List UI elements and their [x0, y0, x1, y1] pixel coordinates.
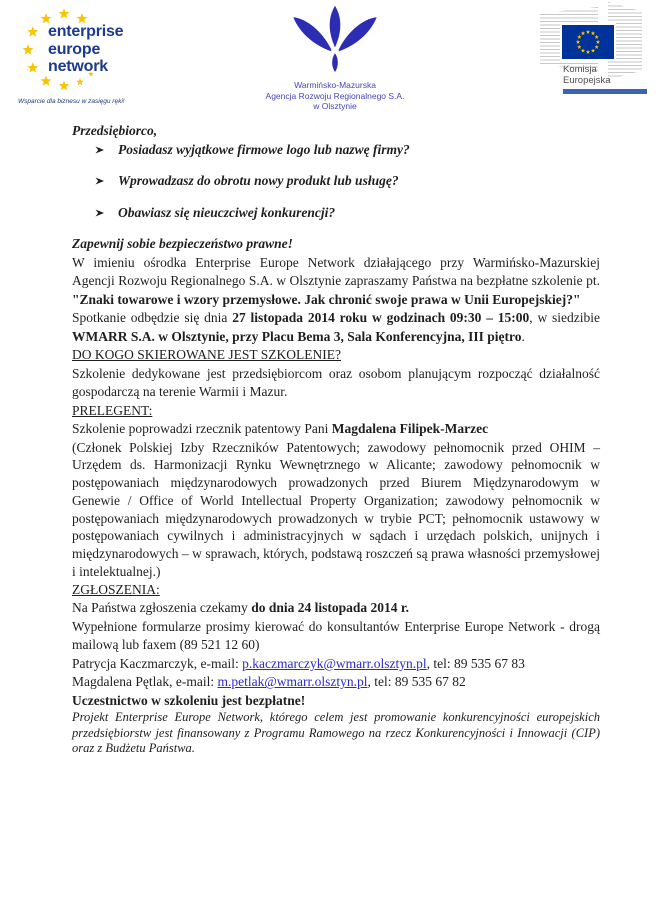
- wmarr-line-2: Agencja Rozwoju Regionalnego S.A.: [265, 90, 405, 101]
- meeting-venue: WMARR S.A. w Olsztynie, przy Placu Bema 3, Sala Konferencyjna, III piętro: [72, 328, 522, 344]
- bullet-text: Obawiasz się nieuczciwej konkurencji?: [118, 204, 336, 220]
- deadline-date: do dnia 24 listopada 2014 r.: [251, 600, 409, 616]
- ec-blue-bar: [563, 89, 647, 94]
- free-participation-notice: Uczestnictwo w szkoleniu jest bezpłatne!: [72, 692, 306, 708]
- contact-name: Patrycja Kaczmarczyk, e-mail:: [72, 655, 243, 671]
- bullet-item-2: [72, 172, 600, 191]
- wmarr-flower-icon: [275, 2, 395, 74]
- contact-tel: , tel: 89 535 67 83: [426, 655, 525, 671]
- contact-email-link[interactable]: p.kaczmarczyk@wmarr.olsztyn.pl: [242, 655, 427, 671]
- bullet-arrow-icon: [95, 176, 105, 186]
- meeting-date-time: 27 listopada 2014 roku w godzinach 09:30 – 15:00: [232, 310, 530, 325]
- bullet-arrow-icon: [95, 208, 105, 218]
- ec-label-line-1: Komisja: [563, 64, 597, 75]
- salutation: Przedsiębiorco,: [72, 123, 158, 138]
- wmarr-wordmark: [250, 80, 420, 112]
- wmarr-logo: [250, 2, 420, 112]
- een-word-network: network: [48, 58, 108, 75]
- assurance-line: Zapewnij sobie bezpieczeństwo prawne!: [72, 236, 293, 251]
- european-commission-logo: [540, 2, 664, 102]
- intro-paragraph: [72, 254, 600, 310]
- deadline-lead: Na Państwa zgłoszenia czekamy: [72, 600, 252, 616]
- training-title: "Znaki towarowe i wzory przemysłowe. Jak chronić swoje prawa w Unii Europejskiej?": [72, 291, 581, 307]
- bullet-arrow-icon: [95, 145, 105, 155]
- contact-line-2: [72, 674, 466, 689]
- document-header: [0, 0, 670, 118]
- speaker-bio-paragraph: (Członek Polskiej Izby Rzeczników Patentowych; zawodowy pełnomocnik przed OHIM – Urzędem ds. Harmonizacji Rynku Wewnętrznego w Alicante; zawodowy pełnomocnik w postępowaniach międzynarodowych prowadzonych przed Biurem Międzynarodowym w Genewie / Office of World Intellectual Property Organization; zawodowy pełnomocnik w postępowaniach międzynarodowych prowadzonych w trybie PCT; pełnomocnik ustawowy w postępowaniach cywilnych i administracyjnych w sądach i urzędach polskich, unijnych i międzynarodowych – w sprawach, których, podstawą roszczeń są prawa własności przemysłowej i intelektualnej.): [72, 439, 600, 580]
- contact-email-link[interactable]: m.petlak@wmarr.olsztyn.pl: [217, 674, 368, 690]
- meeting-paragraph: [72, 309, 600, 346]
- section-heading-audience: DO KOGO SKIEROWANE JEST SZKOLENIE?: [72, 347, 341, 362]
- een-word-enterprise: enterprise: [48, 23, 124, 40]
- contact-name: Magdalena Pętlak, e-mail:: [72, 674, 218, 690]
- contact-tel: , tel: 89 535 67 82: [367, 674, 466, 690]
- bullet-text: Posiadasz wyjątkowe firmowe logo lub nazwę firmy?: [118, 141, 410, 157]
- bullet-item-3: [72, 204, 600, 223]
- section-heading-registration: ZGŁOSZENIA:: [72, 581, 160, 597]
- forms-paragraph: Wypełnione formularze prosimy kierować do konsultantów Enterprise Europe Network - drogą mailową lub faxem (89 521 12 60): [72, 618, 600, 653]
- ec-label-line-2: Europejska: [563, 75, 611, 86]
- meeting-text: , w siedzibie: [529, 310, 600, 325]
- document-body: [72, 122, 600, 757]
- eu-flag-icon: [562, 25, 614, 59]
- speaker-lead: Szkolenie poprowadzi rzecznik patentowy Pani: [72, 421, 332, 436]
- speaker-paragraph: [72, 420, 600, 439]
- een-word-europe: europe: [48, 40, 101, 58]
- wmarr-line-3: w Olsztynie: [313, 101, 357, 111]
- contact-line-1: [72, 656, 525, 671]
- meeting-text: .: [521, 328, 525, 344]
- intro-text: W imieniu ośrodka Enterprise Europe Network działającego przy Warmińsko-Mazurskiej Agencji Rozwoju Regionalnego S.A. w Olsztynie zapraszamy Państwa na bezpłatne szkolenie pt.: [72, 254, 600, 288]
- speaker-name: Magdalena Filipek-Marzec: [331, 421, 489, 436]
- enterprise-europe-network-logo: [14, 6, 142, 106]
- audience-paragraph: Szkolenie dedykowane jest przedsiębiorcom oraz osobom planującym rozpocząć działalność gospodarczą na terenie Warmii i Mazur.: [72, 365, 600, 399]
- section-heading-speaker: PRELEGENT:: [72, 402, 153, 418]
- bullet-item-1: [72, 141, 600, 160]
- contacts-block: [72, 655, 600, 692]
- wmarr-line-1: Warmińsko-Mazurska: [294, 80, 376, 90]
- meeting-text: Spotkanie odbędzie się dnia: [72, 310, 233, 325]
- deadline-paragraph: [72, 599, 600, 618]
- ec-label: [563, 64, 611, 86]
- bullet-text: Wprowadzasz do obrotu nowy produkt lub usługę?: [118, 173, 399, 188]
- funding-footer-note: Projekt Enterprise Europe Network, którego celem jest promowanie konkurencyjności europejskich przedsiębiorstw jest finansowany z Programu Ramowego na rzecz Konkurencyjności i Innowacji (CIP) oraz z Budżetu Państwa.: [72, 710, 600, 756]
- een-tagline: Wsparcie dla biznesu w zasięgu ręki!: [18, 98, 125, 105]
- een-wordmark: [48, 23, 123, 76]
